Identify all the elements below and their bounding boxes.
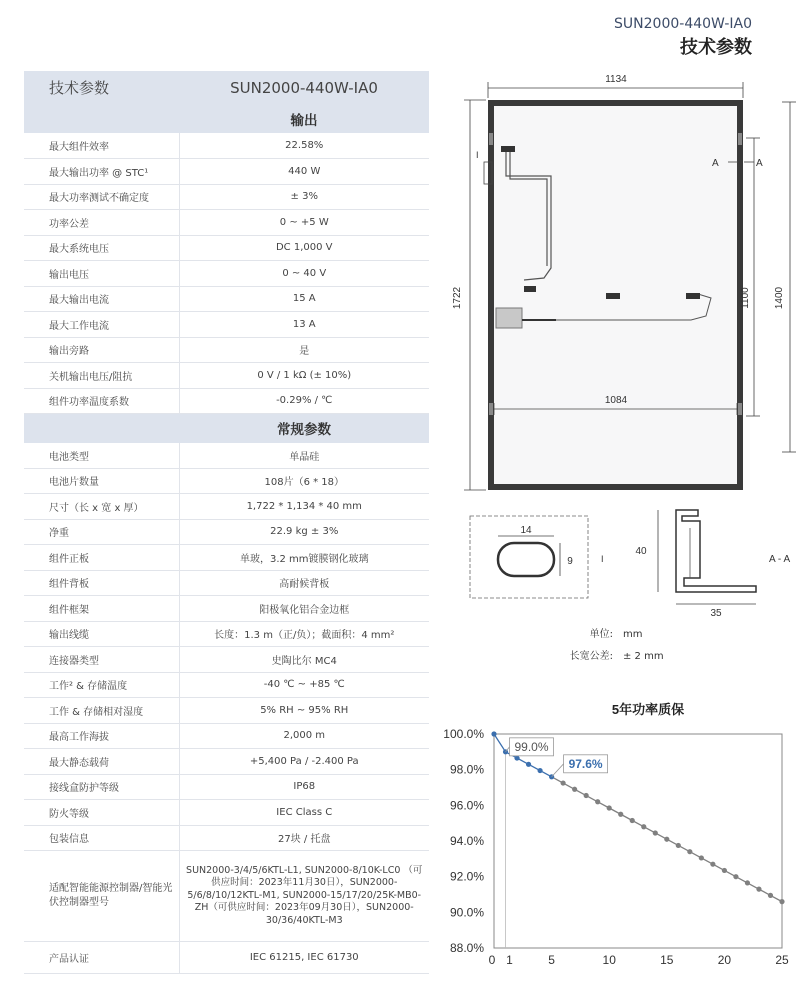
spec-key: 最大工作电流 <box>24 312 179 338</box>
spec-key: 电池类型 <box>24 443 179 469</box>
data-point <box>526 762 531 767</box>
spec-value: 1,722 * 1,134 * 40 mm <box>179 494 429 520</box>
spec-key: 输出线缆 <box>24 621 179 647</box>
table-row <box>24 570 429 596</box>
spec-value: 阳极氧化铝合金边框 <box>179 596 429 622</box>
spec-key: 最大系统电压 <box>24 235 179 261</box>
table-row <box>24 672 429 698</box>
frame-section <box>676 510 756 592</box>
data-point <box>687 849 692 854</box>
table-row <box>24 312 429 338</box>
data-point <box>745 880 750 885</box>
x-tick-label: 25 <box>775 953 789 967</box>
section-label: A - A <box>769 554 791 565</box>
data-point <box>756 887 761 892</box>
table-header-row <box>24 71 429 104</box>
table-row <box>24 800 429 826</box>
spec-key: 组件正板 <box>24 545 179 571</box>
spec-key: 关机输出电压/阻抗 <box>24 363 179 389</box>
y-tick-label: 88.0% <box>449 941 484 955</box>
header-title: 技术参数 <box>680 37 752 58</box>
spec-key: 组件背板 <box>24 570 179 596</box>
spec-value: 单晶硅 <box>179 443 429 469</box>
spec-value: 27块 / 托盘 <box>179 825 429 851</box>
table-header-model: SUN2000-440W-IA0 <box>179 71 429 104</box>
hole-slot <box>498 543 554 576</box>
spec-key: 输出旁路 <box>24 337 179 363</box>
table-row <box>24 286 429 312</box>
hole-width: 14 <box>520 525 532 536</box>
spec-key: 产品认证 <box>24 942 179 974</box>
section-mark-left: A <box>712 158 719 169</box>
y-tick-label: 90.0% <box>449 905 484 920</box>
data-point <box>676 843 681 848</box>
spec-key: 接线盒防护等级 <box>24 774 179 800</box>
table-row <box>24 159 429 185</box>
table-row <box>24 749 429 775</box>
data-point <box>768 893 773 898</box>
table-row <box>24 596 429 622</box>
spec-key: 适配智能能源控制器/智能光伏控制器型号 <box>24 851 179 942</box>
table-row-cert <box>24 942 429 974</box>
chart-title: 5年功率质保 <box>611 702 685 717</box>
table-row <box>24 261 429 287</box>
x-tick-label: 15 <box>660 953 674 967</box>
spec-value: IP68 <box>179 774 429 800</box>
spec-value: 5% RH ~ 95% RH <box>179 698 429 724</box>
dim-height-1400: 1400 <box>774 286 785 310</box>
data-point <box>537 768 542 773</box>
spec-value: 13 A <box>179 312 429 338</box>
annotation-label: 97.6% <box>568 756 603 771</box>
spec-value: -0.29% / ℃ <box>179 388 429 414</box>
table-row <box>24 545 429 571</box>
spec-key: 净重 <box>24 519 179 545</box>
hole-height: 9 <box>567 556 573 567</box>
section-output-title: 输出 <box>179 104 429 133</box>
y-tick-label: 92.0% <box>449 869 484 884</box>
table-row <box>24 825 429 851</box>
table-row <box>24 184 429 210</box>
table-row <box>24 133 429 159</box>
x-tick-label: 5 <box>548 953 555 967</box>
y-tick-label: 100.0% <box>443 727 484 741</box>
spec-value: 0 V / 1 kΩ (± 10%) <box>179 363 429 389</box>
connector-left <box>524 286 536 292</box>
unit-label: 单位: <box>589 629 613 640</box>
tolerance-value: ± 2 mm <box>623 651 664 662</box>
data-point <box>710 862 715 867</box>
spec-key: 包装信息 <box>24 825 179 851</box>
warranty-chart <box>436 698 806 1004</box>
spec-key: 组件功率温度系数 <box>24 388 179 414</box>
spec-value: 2,000 m <box>179 723 429 749</box>
module-drawing <box>436 58 806 678</box>
spec-key: 尺寸（长 x 宽 x 厚） <box>24 494 179 520</box>
tolerance-label: 长宽公差: <box>569 651 613 662</box>
spec-value: +5,400 Pa / -2.400 Pa <box>179 749 429 775</box>
data-point <box>618 812 623 817</box>
plot-frame <box>494 734 782 948</box>
dim-height-1100: 1100 <box>740 287 751 309</box>
connector-mid <box>606 293 620 299</box>
y-tick-label: 94.0% <box>449 834 484 848</box>
data-point <box>722 868 727 873</box>
data-point <box>699 855 704 860</box>
section-general-title: 常规参数 <box>179 414 429 443</box>
y-tick-label: 98.0% <box>449 762 484 777</box>
data-point <box>595 799 600 804</box>
header-model: SUN2000-440W-IA0 <box>614 16 752 32</box>
spec-value: 108片（6 * 18） <box>179 468 429 494</box>
detail-mark: I <box>476 150 479 160</box>
data-point <box>641 824 646 829</box>
table-row <box>24 494 429 520</box>
table-row <box>24 443 429 469</box>
spec-value: 0 ~ 40 V <box>179 261 429 287</box>
spec-value: 长度：1.3 m（正/负）；截面积：4 mm² <box>179 621 429 647</box>
data-point <box>607 805 612 810</box>
spec-key: 电池片数量 <box>24 468 179 494</box>
table-row <box>24 363 429 389</box>
table-row <box>24 723 429 749</box>
spec-value: IEC Class C <box>179 800 429 826</box>
table-row <box>24 235 429 261</box>
x-tick-label: 0 <box>488 953 496 967</box>
frame-height: 40 <box>635 546 647 557</box>
table-row <box>24 647 429 673</box>
connector-right <box>686 293 700 299</box>
spec-value: 是 <box>179 337 429 363</box>
data-point <box>779 899 784 904</box>
spec-key: 最大静态载荷 <box>24 749 179 775</box>
table-row <box>24 388 429 414</box>
x-tick-label: 1 <box>506 953 513 967</box>
spec-value: IEC 61215, IEC 61730 <box>179 942 429 974</box>
connector-top <box>501 146 515 152</box>
spec-key: 组件框架 <box>24 596 179 622</box>
spec-value: -40 ℃ ~ +85 ℃ <box>179 672 429 698</box>
spec-key: 最大输出功率 @ STC¹ <box>24 159 179 185</box>
spec-table <box>24 71 429 974</box>
spec-key: 最高工作海拔 <box>24 723 179 749</box>
spec-value: SUN2000-3/4/5/6KTL-L1, SUN2000-8/10K-LC0 （可供应时间：2023年11月30日），SUN2000-5/6/8/10/12KTL-M1, SUN2000-15/17/20/25K-MB0-ZH（可供应时间：2023年09月30日），SUN2000-30/36/40KTL-M3 <box>179 851 429 942</box>
spec-value: 22.58% <box>179 133 429 159</box>
frame-width: 35 <box>710 608 722 619</box>
spec-value: 单玻，3.2 mm镀膜钢化玻璃 <box>179 545 429 571</box>
data-point <box>491 731 496 736</box>
spec-value: 440 W <box>179 159 429 185</box>
dim-width-top: 1134 <box>605 74 627 85</box>
dim-inner-width: 1084 <box>604 395 628 406</box>
table-row <box>24 210 429 236</box>
spec-key: 最大组件效率 <box>24 133 179 159</box>
section-mark-right: A <box>756 158 763 169</box>
data-point <box>561 780 566 785</box>
y-tick-label: 96.0% <box>449 798 484 813</box>
data-point <box>664 837 669 842</box>
hole-detail-mark: I <box>601 554 604 564</box>
spec-value: 15 A <box>179 286 429 312</box>
data-point <box>653 830 658 835</box>
table-row <box>24 698 429 724</box>
junction-box <box>496 308 522 328</box>
spec-value: 22.9 kg ± 3% <box>179 519 429 545</box>
table-row <box>24 621 429 647</box>
table-row <box>24 337 429 363</box>
table-row-controller <box>24 851 429 942</box>
x-tick-label: 20 <box>717 953 732 967</box>
spec-value: 0 ~ +5 W <box>179 210 429 236</box>
data-point <box>584 793 589 798</box>
data-point <box>514 755 519 760</box>
dim-height-left: 1722 <box>452 286 463 310</box>
spec-key: 最大功率测试不确定度 <box>24 184 179 210</box>
series-line-segment <box>494 734 506 752</box>
x-tick-label: 10 <box>602 953 616 967</box>
spec-key: 防火等级 <box>24 800 179 826</box>
annotation-label: 99.0% <box>514 739 549 754</box>
spec-key: 最大输出电流 <box>24 286 179 312</box>
table-row <box>24 519 429 545</box>
spec-key: 输出电压 <box>24 261 179 287</box>
table-row <box>24 774 429 800</box>
unit-value: mm <box>623 629 643 640</box>
table-row <box>24 468 429 494</box>
spec-key: 工作² & 存储温度 <box>24 672 179 698</box>
spec-value: ± 3% <box>179 184 429 210</box>
data-point <box>572 787 577 792</box>
table-header-label: 技术参数 <box>24 71 179 104</box>
section-general-row <box>24 414 429 443</box>
spec-key: 连接器类型 <box>24 647 179 673</box>
spec-key: 功率公差 <box>24 210 179 236</box>
spec-value: 高耐候背板 <box>179 570 429 596</box>
units-note <box>548 624 664 668</box>
data-point <box>630 818 635 823</box>
section-output-row <box>24 104 429 133</box>
spec-key: 工作 & 存储相对湿度 <box>24 698 179 724</box>
spec-value: DC 1,000 V <box>179 235 429 261</box>
spec-value: 史陶比尔 MC4 <box>179 647 429 673</box>
data-point <box>733 874 738 879</box>
annotation-leader <box>552 764 564 777</box>
